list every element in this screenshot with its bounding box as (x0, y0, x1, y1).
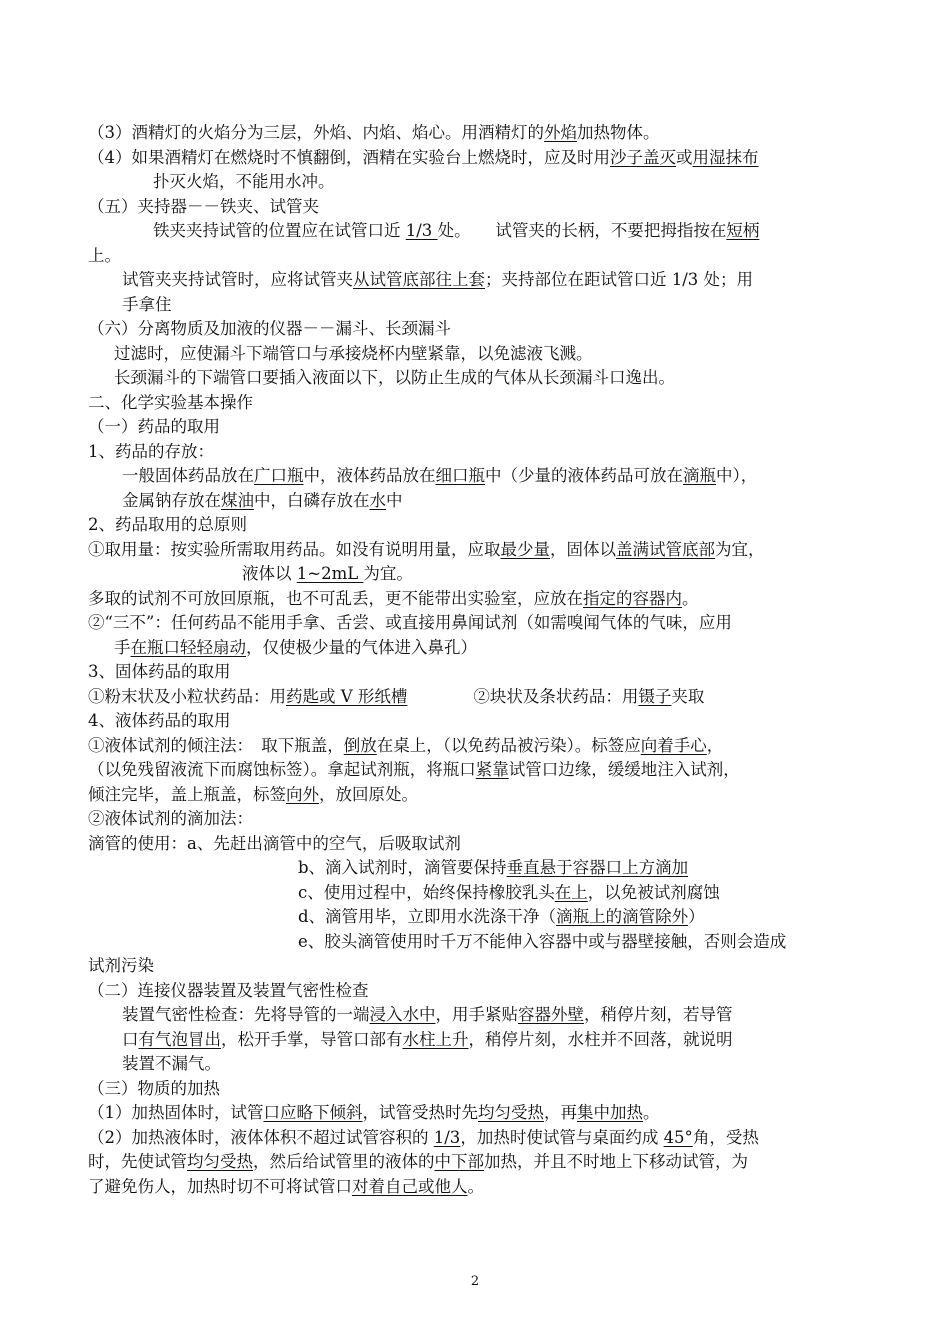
text-line: 装置气密性检查：先将导管的一端浸入水中，用手紧贴容器外壁，稍停片刻，若导管 (122, 1005, 733, 1024)
text-line: b、滴入试剂时，滴管要保持垂直悬于容器口上方滴加 (298, 858, 689, 877)
text-line: 试剂污染 (88, 956, 154, 975)
text-line: 扑灭火焰，不能用水冲。 (153, 172, 335, 191)
document-body (88, 121, 868, 1199)
text-line: 时，先使试管均匀受热，然后给试管里的液体的中下部加热，并且不时地上下移动试管，为 (88, 1152, 748, 1171)
text-line: ②“三不”：任何药品不能用手拿、舌尝、或直接用鼻闻试剂（如需嗅闻气体的气味，应用 (88, 613, 732, 632)
text-line: ①粉末状及小粒状药品：用药匙或 V 形纸槽 ②块状及条状药品：用镊子夹取 (88, 686, 705, 706)
section-heading: （五）夹持器－－铁夹、试管夹 (88, 196, 319, 216)
text-line: （1）加热固体时，试管口应略下倾斜，试管受热时先均匀受热，再集中加热。 (88, 1103, 660, 1122)
section-heading: 二、化学实验基本操作 (88, 392, 253, 412)
text-line: （以免残留液流下而腐蚀标签）。拿起试剂瓶，将瓶口紧靠试管口边缘，缓缓地注入试剂， (88, 760, 740, 779)
text-line: 手在瓶口轻轻扇动，仅使极少量的气体进入鼻孔） (114, 637, 477, 657)
text-line: 长颈漏斗的下端管口要插入液面以下，以防止生成的气体从长颈漏斗口逸出。 (114, 368, 675, 387)
section-heading: （二）连接仪器装置及装置气密性检查 (88, 980, 369, 1000)
text-line: 滴管的使用：a、先赶出滴管中的空气，后吸取试剂 (88, 833, 461, 853)
text-line: 多取的试剂不可放回原瓶，也不可乱丢，更不能带出实验室，应放在指定的容器内。 (88, 588, 699, 608)
page-number: 2 (470, 1274, 480, 1289)
subsection-heading: 2、药品取用的总原则 (88, 515, 247, 534)
text-line: e、胶头滴管使用时千万不能伸入容器中或与器壁接触，否则会造成 (298, 931, 787, 951)
section-heading: （六）分离物质及加液的仪器－－漏斗、长颈漏斗 (88, 319, 451, 338)
text-line: ②液体试剂的滴加法： (88, 809, 253, 828)
text-line: 铁夹夹持试管的位置应在试管口近 1/3 处。 试管夹的长柄，不要把拇指按在短柄 (153, 221, 760, 240)
text-line: 上。 (88, 245, 121, 265)
text-line: 手拿住 (122, 294, 172, 314)
text-line: （2）加热液体时，液体体积不超过试管容积的 1/3，加热时使试管与桌面约成 45°角，受热 (88, 1127, 759, 1147)
text-line: c、使用过程中，始终保持橡胶乳头在上，以免被试剂腐蚀 (298, 882, 720, 902)
text-line: 一般固体药品放在广口瓶中，液体药品放在细口瓶中（少量的液体药品可放在滴瓶中）， (122, 466, 758, 485)
text-line: d、滴管用毕，立即用水洗涤干净（滴瓶上的滴管除外） (298, 907, 705, 926)
text-line: 了避免伤人，加热时切不可将试管口对着自己或他人。 (88, 1176, 484, 1196)
text-line: 金属钠存放在煤油中，白磷存放在水中 (122, 490, 403, 510)
text-line: 液体以 1~2mL 为宜。 (242, 564, 413, 583)
text-line: 试管夹夹持试管时，应将试管夹从试管底部往上套；夹持部位在距试管口近 1/3 处；用 (122, 270, 754, 289)
section-heading: （一）药品的取用 (88, 417, 220, 436)
section-heading: （三）物质的加热 (88, 1078, 220, 1098)
subsection-heading: 3、固体药品的取用 (88, 662, 231, 681)
text-line: 装置不漏气。 (122, 1054, 221, 1073)
text-line: （4）如果酒精灯在燃烧时不慎翻倒，酒精在实验台上燃烧时，应及时用沙子盖灭或用湿抹布 (88, 147, 759, 167)
text-line: （3）酒精灯的火焰分为三层，外焰、内焰、焰心。用酒精灯的外焰加热物体。 (88, 123, 660, 142)
subsection-heading: 1、药品的存放： (88, 441, 214, 461)
text-line: ①取用量：按实验所需取用药品。如没有说明用量，应取最少量，固体以盖满试管底部为宜， (88, 539, 765, 559)
text-line: 口有气泡冒出，松开手掌，导管口部有水柱上升，稍停片刻，水柱并不回落，就说明 (122, 1029, 733, 1049)
text-line: 过滤时，应使漏斗下端管口与承接烧杯内壁紧靠，以免滤液飞溅。 (114, 343, 593, 363)
text-line: ①液体试剂的倾注法： 取下瓶盖，倒放在桌上，（以免药品被污染）。标签应向着手心， (88, 735, 724, 755)
text-line: 倾注完毕，盖上瓶盖，标签向外，放回原处。 (88, 784, 418, 804)
subsection-heading: 4、液体药品的取用 (88, 711, 231, 730)
